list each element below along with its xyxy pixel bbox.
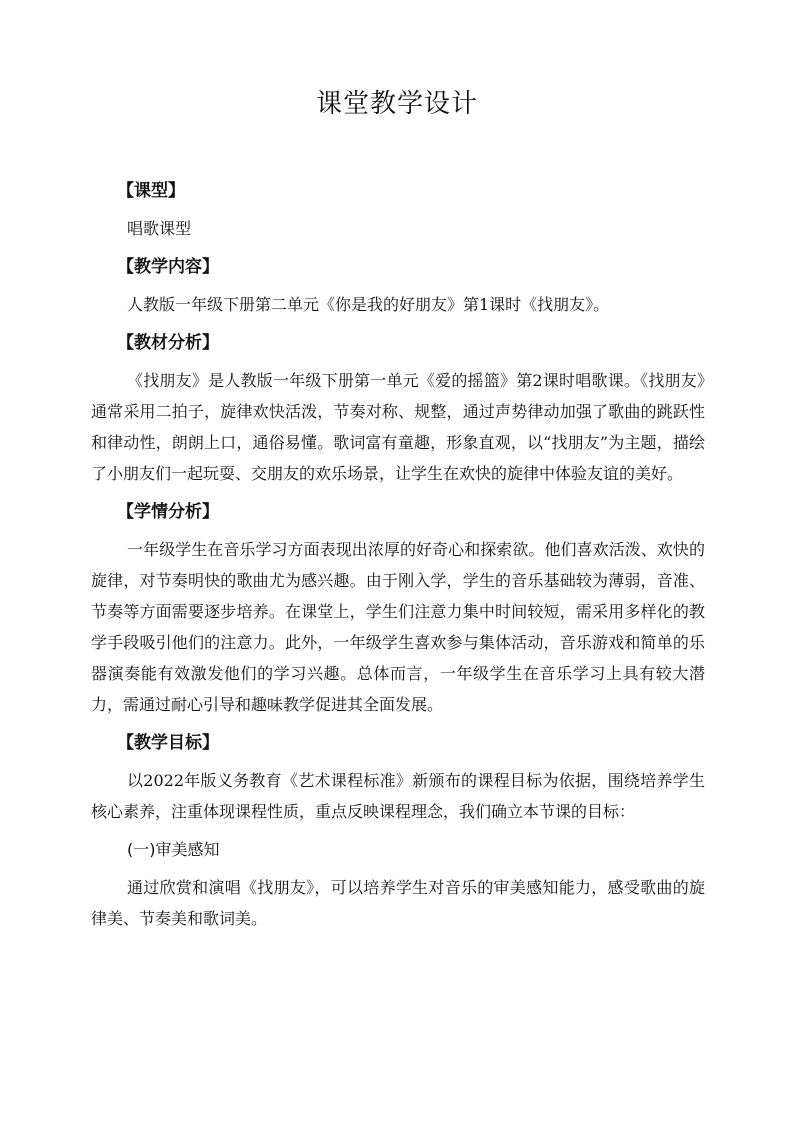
- document-body: [91, 172, 705, 938]
- heading-material-analysis: 【教材分析】: [117, 333, 219, 353]
- heading-lesson-type: 【课型】: [117, 181, 185, 201]
- teaching-content-text: 人教版一年级下册第二单元《你是我的好朋友》第1课时《找朋友》。: [127, 295, 610, 314]
- subheading-aesthetic-perception: (一)审美感知: [127, 840, 220, 859]
- learner-analysis-paragraph: 一年级学生在音乐学习方面表现出浓厚的好奇心和探索欲。他们喜欢活泼、欢快的旋律，对节奏明快的歌曲尤为感兴趣。由于刚入学，学生的音乐基础较为薄弱，音准、节奏等方面需要逐步培养。在课堂上，学生们注意力集中时间较短，需采用多样化的教学手段吸引他们的注意力。此外，一年级学生喜欢参与集体活动，音乐游戏和简单的乐器演奏能有效激发他们的学习兴趣。总体而言，一年级学生在音乐学习上具有较大潜力，需通过耐心引导和趣味教学促进其全面发展。: [91, 540, 705, 714]
- document-title: 课堂教学设计: [315, 89, 478, 119]
- heading-learner-analysis: 【学情分析】: [117, 502, 219, 522]
- lesson-type-text: 唱歌课型: [127, 219, 192, 238]
- heading-teaching-content: 【教学内容】: [117, 257, 219, 277]
- material-analysis-paragraph: 《找朋友》是人教版一年级下册第一单元《爱的摇篮》第2课时唱歌课。《找朋友》通常采用二拍子，旋律欢快活泼，节奏对称、规整，通过声势律动加强了歌曲的跳跃性和律动性，朗朗上口，通俗易懂。歌词富有童趣，形象直观，以“找朋友”为主题，描绘了小朋友们一起玩耍、交朋友的欢乐场景，让学生在欢快的旋律中体验友谊的美好。: [91, 371, 705, 483]
- teaching-objectives-paragraph: 以2022年版义务教育《艺术课程标准》新颁布的课程目标为依据，围绕培养学生核心素养，注重体现课程性质，重点反映课程理念，我们确立本节课的目标：: [91, 771, 705, 821]
- heading-teaching-objectives: 【教学目标】: [117, 733, 219, 753]
- aesthetic-perception-paragraph: 通过欣赏和演唱《找朋友》，可以培养学生对音乐的审美感知能力，感受歌曲的旋律美、节奏美和歌词美。: [91, 878, 705, 928]
